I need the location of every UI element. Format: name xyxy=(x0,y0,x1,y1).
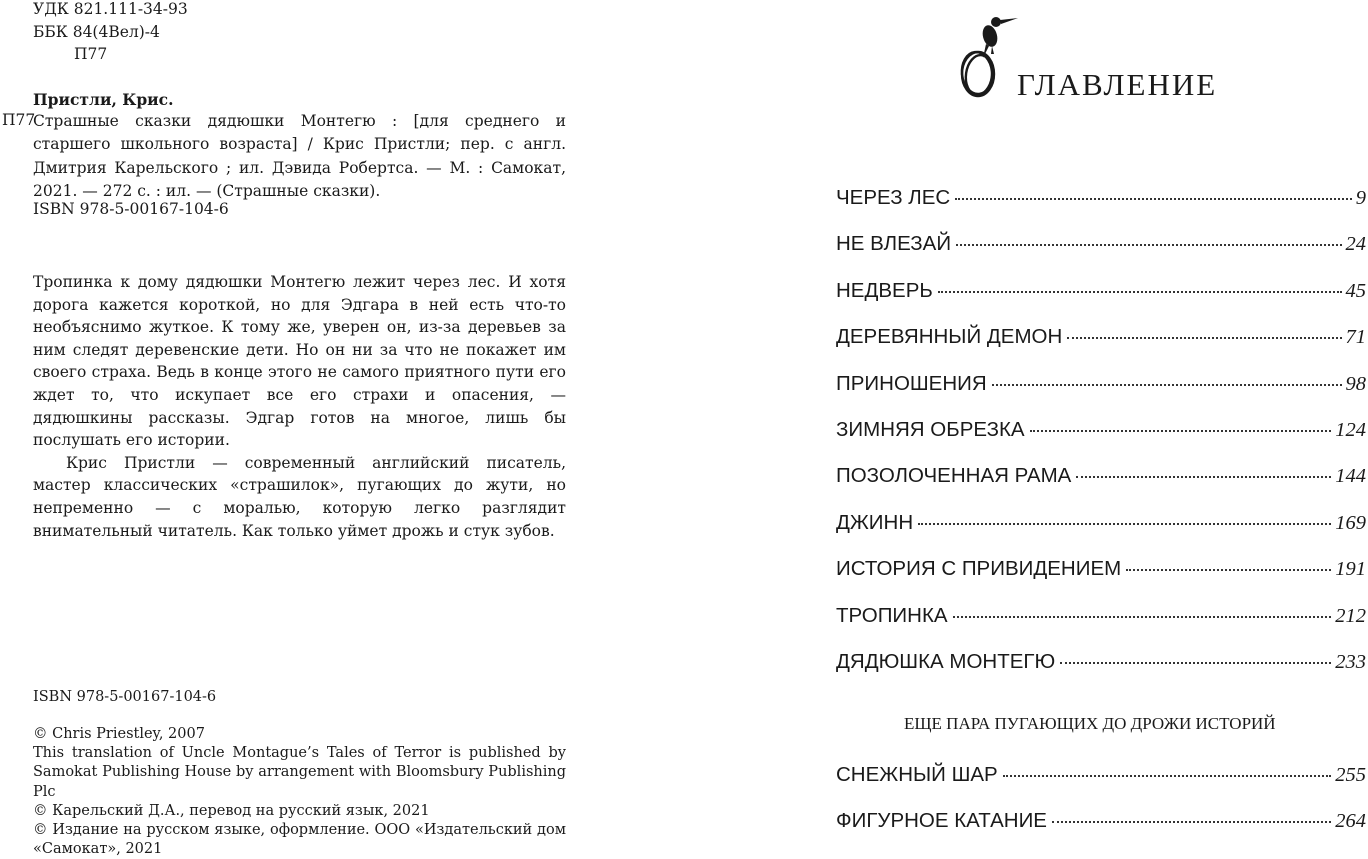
toc-entry-title: ДЕРЕВЯННЫЙ ДЕМОН xyxy=(836,325,1063,349)
heading-initial: О xyxy=(964,107,965,108)
toc-entry-title: ЗИМНЯЯ ОБРЕЗКА xyxy=(836,417,1025,441)
toc-leader-dots xyxy=(1067,337,1341,339)
toc-entry[interactable] xyxy=(836,809,1366,855)
copyright-line: © Издание на русском языке, оформление. ООО «Издательский дом «Самокат», 2021 xyxy=(33,822,566,858)
toc-entry[interactable] xyxy=(836,511,1366,557)
toc-entry[interactable] xyxy=(836,372,1366,418)
isbn-bottom: ISBN 978-5-00167-104-6 xyxy=(33,689,217,705)
toc-entry-page: 212 xyxy=(1335,604,1366,627)
annotation xyxy=(33,271,566,542)
left-page xyxy=(0,0,684,858)
toc-entry[interactable] xyxy=(836,279,1366,325)
toc-list xyxy=(836,186,1366,696)
toc-entry-page: 191 xyxy=(1335,558,1366,581)
bibliographic-text: Страшные сказки дядюшки Монтегю : [для среднего и старшего школьного возраста] / Крис Пристли; пер. с англ. Дмитрия Карельского ; ил. Дэвида Робертса. — М. : Самокат, 2021. — 272 с. : ил. — (Страшные сказки). xyxy=(33,112,566,201)
toc-entry[interactable] xyxy=(836,763,1366,809)
toc-leader-dots xyxy=(918,523,1331,525)
annotation-paragraph: Тропинка к дому дядюшки Монтегю лежит через лес. И хотя дорога кажется короткой, но для Эдгара в ней есть что-то необъяснимо жуткое. К тому же, уверен он, из-за деревьев за ним следят деревенские дети. Но он ни за что не покажет им своего страха. Ведь в конце этого не самого приятного пути его ждет то, что искупает все его страхи и опасения, — дядюшкины рассказы. Эдгар готов на многое, лишь бы послушать его истории. xyxy=(33,273,566,450)
biblio-author-mark: П77 xyxy=(2,111,36,129)
toc-entry-title: НЕДВЕРЬ xyxy=(836,278,933,302)
toc-entry-page: 24 xyxy=(1345,233,1366,256)
toc-entry[interactable] xyxy=(836,464,1366,510)
copyright-line: This translation of Uncle Montague’s Tales of Terror is published by Samokat Publishing House by arrangement with Bloomsbury Publishing Plc xyxy=(33,745,566,800)
toc-heading-text: ГЛАВЛЕНИЕ xyxy=(1017,67,1218,102)
toc-leader-dots xyxy=(956,244,1341,246)
toc-leader-dots xyxy=(1076,476,1331,478)
toc-entry-title: ФИГУРНОЕ КАТАНИЕ xyxy=(836,809,1047,833)
toc-entry[interactable] xyxy=(836,650,1366,696)
annotation-paragraph: Крис Пристли — современный английский писатель, мастер классических «страшилок», пугающих до жути, но непременно — с моралью, которую легко разглядит внимательный читатель. Как только уймет дрожь и стук зубов. xyxy=(33,453,566,540)
copyright-line: © Карельский Д.А., перевод на русский язык, 2021 xyxy=(33,802,430,819)
toc-leader-dots xyxy=(992,384,1342,386)
toc-entry[interactable] xyxy=(836,232,1366,278)
toc-entry-title: ДЯДЮШКА МОНТЕГЮ xyxy=(836,649,1056,673)
udk-code: УДК 821.111-34-93 xyxy=(33,0,188,18)
toc-leader-dots xyxy=(1126,569,1331,571)
toc-entry-title: СНЕЖНЫЙ ШАР xyxy=(836,763,998,786)
toc-entry[interactable] xyxy=(836,186,1366,232)
toc-leader-dots xyxy=(1052,821,1331,823)
biblio-author: Пристли, Крис. xyxy=(33,90,174,109)
toc-entry-page: 233 xyxy=(1335,650,1366,673)
letter-o-icon xyxy=(960,51,995,97)
toc-entry-title: НЕ ВЛЕЗАЙ xyxy=(836,232,952,256)
toc-list-extra xyxy=(836,763,1366,856)
crow-icon xyxy=(980,17,1018,58)
toc-entry-page: 9 xyxy=(1355,187,1366,209)
author-mark: П77 xyxy=(74,45,108,64)
toc-leader-dots xyxy=(1030,430,1332,432)
toc-entry-title: ЧЕРЕЗ ЛЕС xyxy=(836,186,951,209)
copyright-block xyxy=(33,725,566,859)
toc-leader-dots xyxy=(1060,662,1331,664)
toc-entry-page: 71 xyxy=(1345,326,1366,349)
toc-leader-dots xyxy=(1003,775,1332,777)
toc-heading xyxy=(956,8,1246,108)
toc-entry-title: ПРИНОШЕНИЯ xyxy=(836,371,987,395)
toc-leader-dots xyxy=(955,198,1352,200)
udk-block xyxy=(33,0,188,66)
toc-entry-page: 45 xyxy=(1345,279,1366,302)
biblio-isbn: ISBN 978-5-00167-104-6 xyxy=(33,200,229,218)
copyright-line: © Chris Priestley, 2007 xyxy=(33,726,205,742)
toc-entry-page: 264 xyxy=(1335,810,1366,833)
toc-entry[interactable] xyxy=(836,604,1366,650)
toc-entry-page: 169 xyxy=(1335,511,1366,534)
toc-subheading: ЕЩЕ ПАРА ПУГАЮЩИХ ДО ДРОЖИ ИСТОРИЙ xyxy=(904,714,1276,733)
right-page xyxy=(684,0,1368,840)
toc-leader-dots xyxy=(938,291,1342,293)
toc-entry-title: ПОЗОЛОЧЕННАЯ РАМА xyxy=(836,464,1072,488)
toc-entry-page: 124 xyxy=(1335,418,1366,441)
toc-entry[interactable] xyxy=(836,325,1366,371)
bibliographic-record xyxy=(33,110,566,204)
bbk-code: ББК 84(4Вел)-4 xyxy=(33,22,160,41)
toc-entry-page: 255 xyxy=(1335,764,1366,786)
toc-entry[interactable] xyxy=(836,418,1366,464)
toc-entry-page: 144 xyxy=(1335,465,1366,488)
toc-entry-page: 98 xyxy=(1345,372,1366,395)
toc-leader-dots xyxy=(953,616,1332,618)
toc-entry-title: ТРОПИНКА xyxy=(836,603,948,627)
toc-entry-title: ИСТОРИЯ С ПРИВИДЕНИЕМ xyxy=(836,557,1122,581)
toc-entry-title: ДЖИНН xyxy=(836,510,914,534)
toc-entry[interactable] xyxy=(836,557,1366,603)
